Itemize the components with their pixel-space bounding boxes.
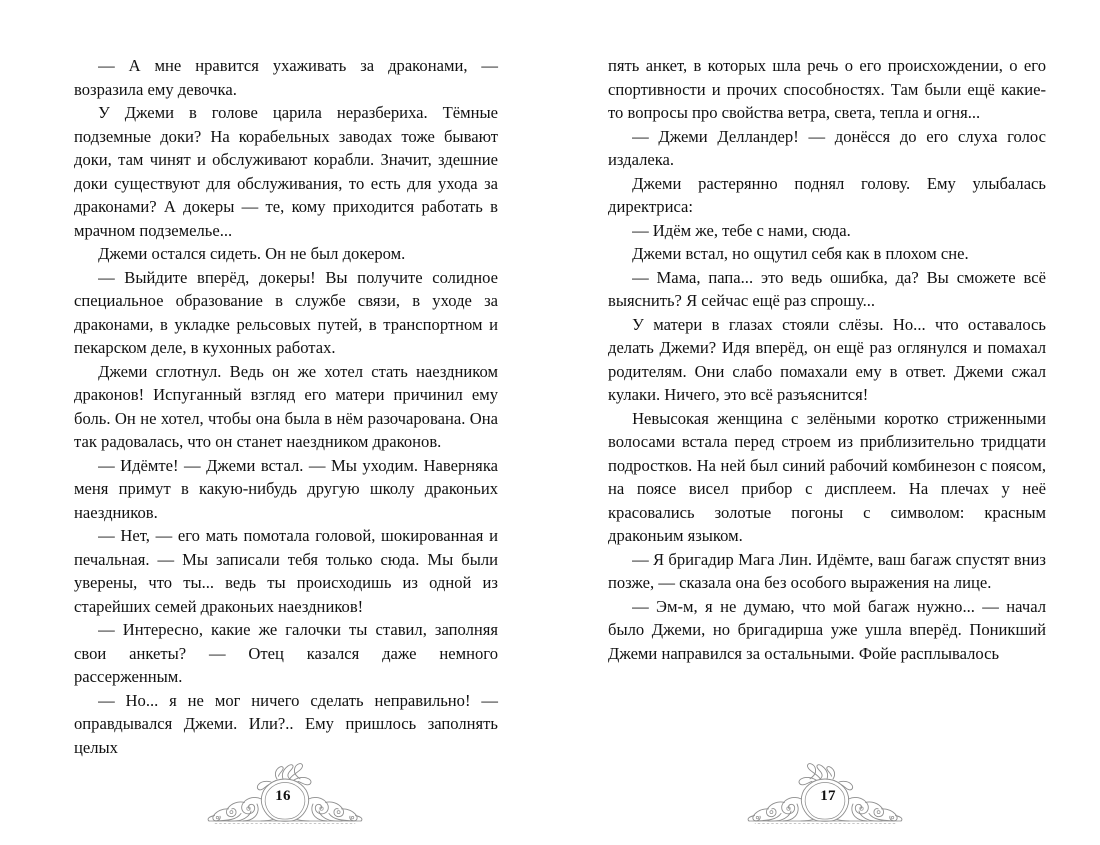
left-page-text-column bbox=[74, 54, 498, 759]
paragraph: — Идём же, тебе с нами, сюда. bbox=[632, 220, 851, 240]
paragraph: Джеми встал, но ощутил себя как в плохом сне. bbox=[632, 244, 969, 263]
right-page bbox=[550, 0, 1100, 845]
paragraph: Невысокая женщина с зелёными коротко стриженными волосами встала перед строем из приблизительно тридцати подростков. На ней был синий рабочий комбинезон с поясом, на поясе висел прибор с дисплеем. На плечах у неё красовались золотые погоны с символом: красным драконьим языком. bbox=[608, 408, 1046, 545]
paragraph: — Но... я не мог ничего сделать неправильно! — оправдывался Джеми. Или?.. Ему пришлось заполнять целых bbox=[74, 690, 498, 757]
paragraph: пять анкет, в которых шла речь о его происхождении, о его спортивности и прочих способностях. Там были ещё какие-то вопросы про свойства ветра, света, тепла и огня... bbox=[608, 56, 1046, 122]
right-page-folio bbox=[550, 759, 1100, 837]
paragraph: — Интересно, какие же галочки ты ставил, заполняя свои анкеты? — Отец казался даже немного рассерженным. bbox=[74, 620, 498, 686]
left-page-folio bbox=[0, 759, 550, 837]
paragraph: У Джеми в голове царила неразбериха. Тёмные подземные доки? На корабельных заводах тоже бывают доки, там чинят и обслуживают корабли. Значит, здешние доки существуют для обслуживания, то есть для ухода за драконами? А докеры — те, кому приходится работать в мрачном подземелье... bbox=[74, 103, 498, 240]
paragraph: Джеми сглотнул. Ведь он же хотел стать наездником драконов! Испуганный взгляд его матери причинил ему боль. Он не хотел, чтобы она была в нём разочарована. Она так радовалась, что он станет наездником драконов. bbox=[74, 361, 498, 451]
paragraph: — Я бригадир Мага Лин. Идёмте, ваш багаж спустят вниз позже, — сказала она без особого выражения на лице. bbox=[608, 549, 1046, 592]
paragraph: — А мне нравится ухаживать за драконами, — возразила ему девочка. bbox=[74, 56, 498, 99]
paragraph: — Идёмте! — Джеми встал. — Мы уходим. Наверняка меня примут в какую-нибудь другую школу драконьих наездников. bbox=[74, 455, 498, 522]
paragraph: У матери в глазах стояли слёзы. Но... что оставалось делать Джеми? Идя вперёд, он ещё раз оглянулся и помахал родителям. Они слабо помахали ему в ответ. Джеми сжал кулаки. Ничего, это всё разъяснится! bbox=[608, 314, 1046, 404]
paragraph: — Мама, папа... это ведь ошибка, да? Вы сможете всё выяснить? Я сейчас ещё раз спрошу... bbox=[608, 267, 1046, 310]
paragraph: — Джеми Делландер! — донёсся до его слуха голос издалека. bbox=[608, 126, 1046, 169]
paragraph: Джеми остался сидеть. Он не был докером. bbox=[98, 244, 406, 263]
paragraph: — Эм-м, я не думаю, что мой багаж нужно... — начал было Джеми, но бригадирша уже ушла вперёд. Поникший Джеми направился за остальными. Фойе расплывалось bbox=[608, 596, 1046, 663]
paragraph: — Выйдите вперёд, докеры! Вы получите солидное специальное образование в службе связи, в уходе за драконами, в укладке рельсовых путей, в транспортном и пекарском деле, в кухонных работах. bbox=[74, 267, 498, 357]
page-number: 16 bbox=[275, 788, 291, 804]
paragraph: — Нет, — его мать помотала головой, шокированная и печальная. — Мы записали тебя только сюда. Мы были уверены, что ты... ведь ты происходишь из одной из старейших семей драконьих наездников! bbox=[74, 526, 498, 616]
page-number: 17 bbox=[820, 788, 836, 804]
paragraph: Джеми растерянно поднял голову. Ему улыбалась директриса: bbox=[608, 173, 1046, 216]
right-page-text-column bbox=[608, 54, 1046, 665]
